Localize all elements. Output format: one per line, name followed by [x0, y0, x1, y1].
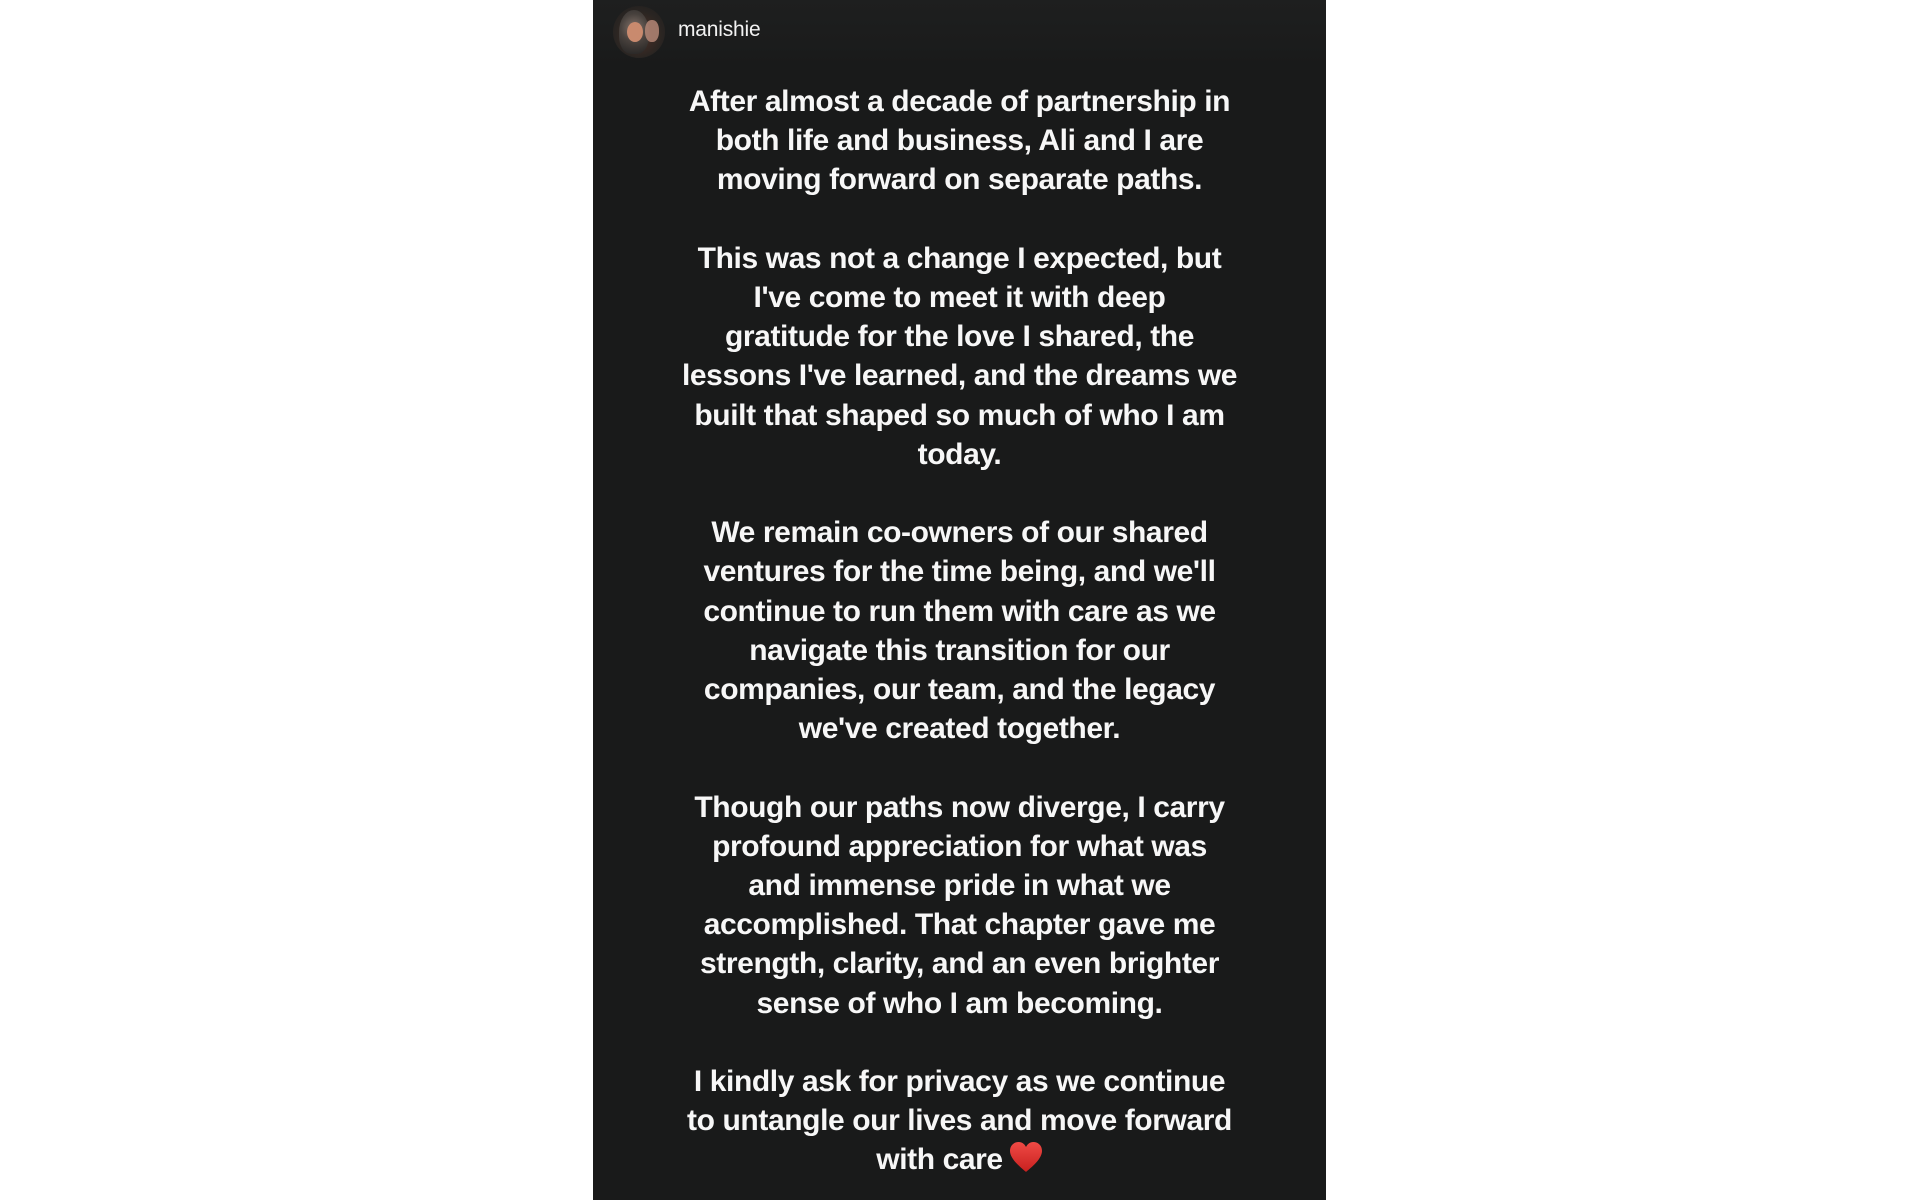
text-line: companies, our team, and the legacy — [703, 673, 1216, 707]
text-line: I've come to meet it with deep — [753, 281, 1166, 314]
text-line: I kindly ask for privacy as we continue — [693, 1065, 1226, 1099]
paragraph-2 — [593, 239, 1326, 474]
paragraph-3 — [593, 513, 1326, 748]
story-text — [593, 82, 1326, 1200]
text-line: profound appreciation for what was — [712, 829, 1207, 863]
username[interactable]: manishie — [678, 18, 761, 41]
text-line: Though our paths now diverge, I carry — [694, 790, 1225, 824]
text-line: to untangle our lives and move forward — [687, 1104, 1232, 1138]
text-line: ventures for the time being, and we'll — [703, 555, 1216, 589]
paragraph-4 — [593, 788, 1326, 1023]
text-line: and immense pride in what we — [748, 869, 1171, 903]
text-line: sense of who I am becoming. — [756, 986, 1163, 1020]
text-line: today. — [917, 437, 1002, 471]
avatar[interactable] — [613, 6, 665, 58]
text-line: lessons I've learned, and the dreams we — [681, 359, 1238, 393]
text-line: strength, clarity, and an even brighter — [700, 947, 1219, 981]
text-line: both life and business, Ali and I are — [715, 124, 1204, 158]
paragraph-5 — [593, 1062, 1326, 1180]
text-line: accomplished. That chapter gave me — [703, 908, 1216, 942]
avatar-face-shape — [627, 22, 643, 42]
text-line: built that shaped so much of who I am — [694, 398, 1225, 432]
paragraph-1 — [593, 82, 1326, 200]
red-heart-icon — [1009, 1141, 1043, 1173]
text-line: We remain co-owners of our shared — [711, 516, 1208, 550]
text-line: This was not a change I expected, but — [697, 241, 1222, 275]
text-line: moving forward on separate paths. — [716, 163, 1203, 197]
text-line: with care — [876, 1143, 1003, 1177]
text-line: gratitude for the love I shared, the — [724, 320, 1194, 354]
text-line: After almost a decade of partnership in — [688, 85, 1231, 118]
text-line: continue to run them with care as we — [703, 594, 1216, 628]
avatar-hand-shape — [645, 20, 659, 42]
story-header — [593, 0, 1326, 64]
story-panel[interactable] — [593, 0, 1326, 1200]
text-line-with-emoji — [593, 1140, 1326, 1179]
text-line: navigate this transition for our — [749, 633, 1170, 667]
text-line: we've created together. — [798, 712, 1121, 746]
